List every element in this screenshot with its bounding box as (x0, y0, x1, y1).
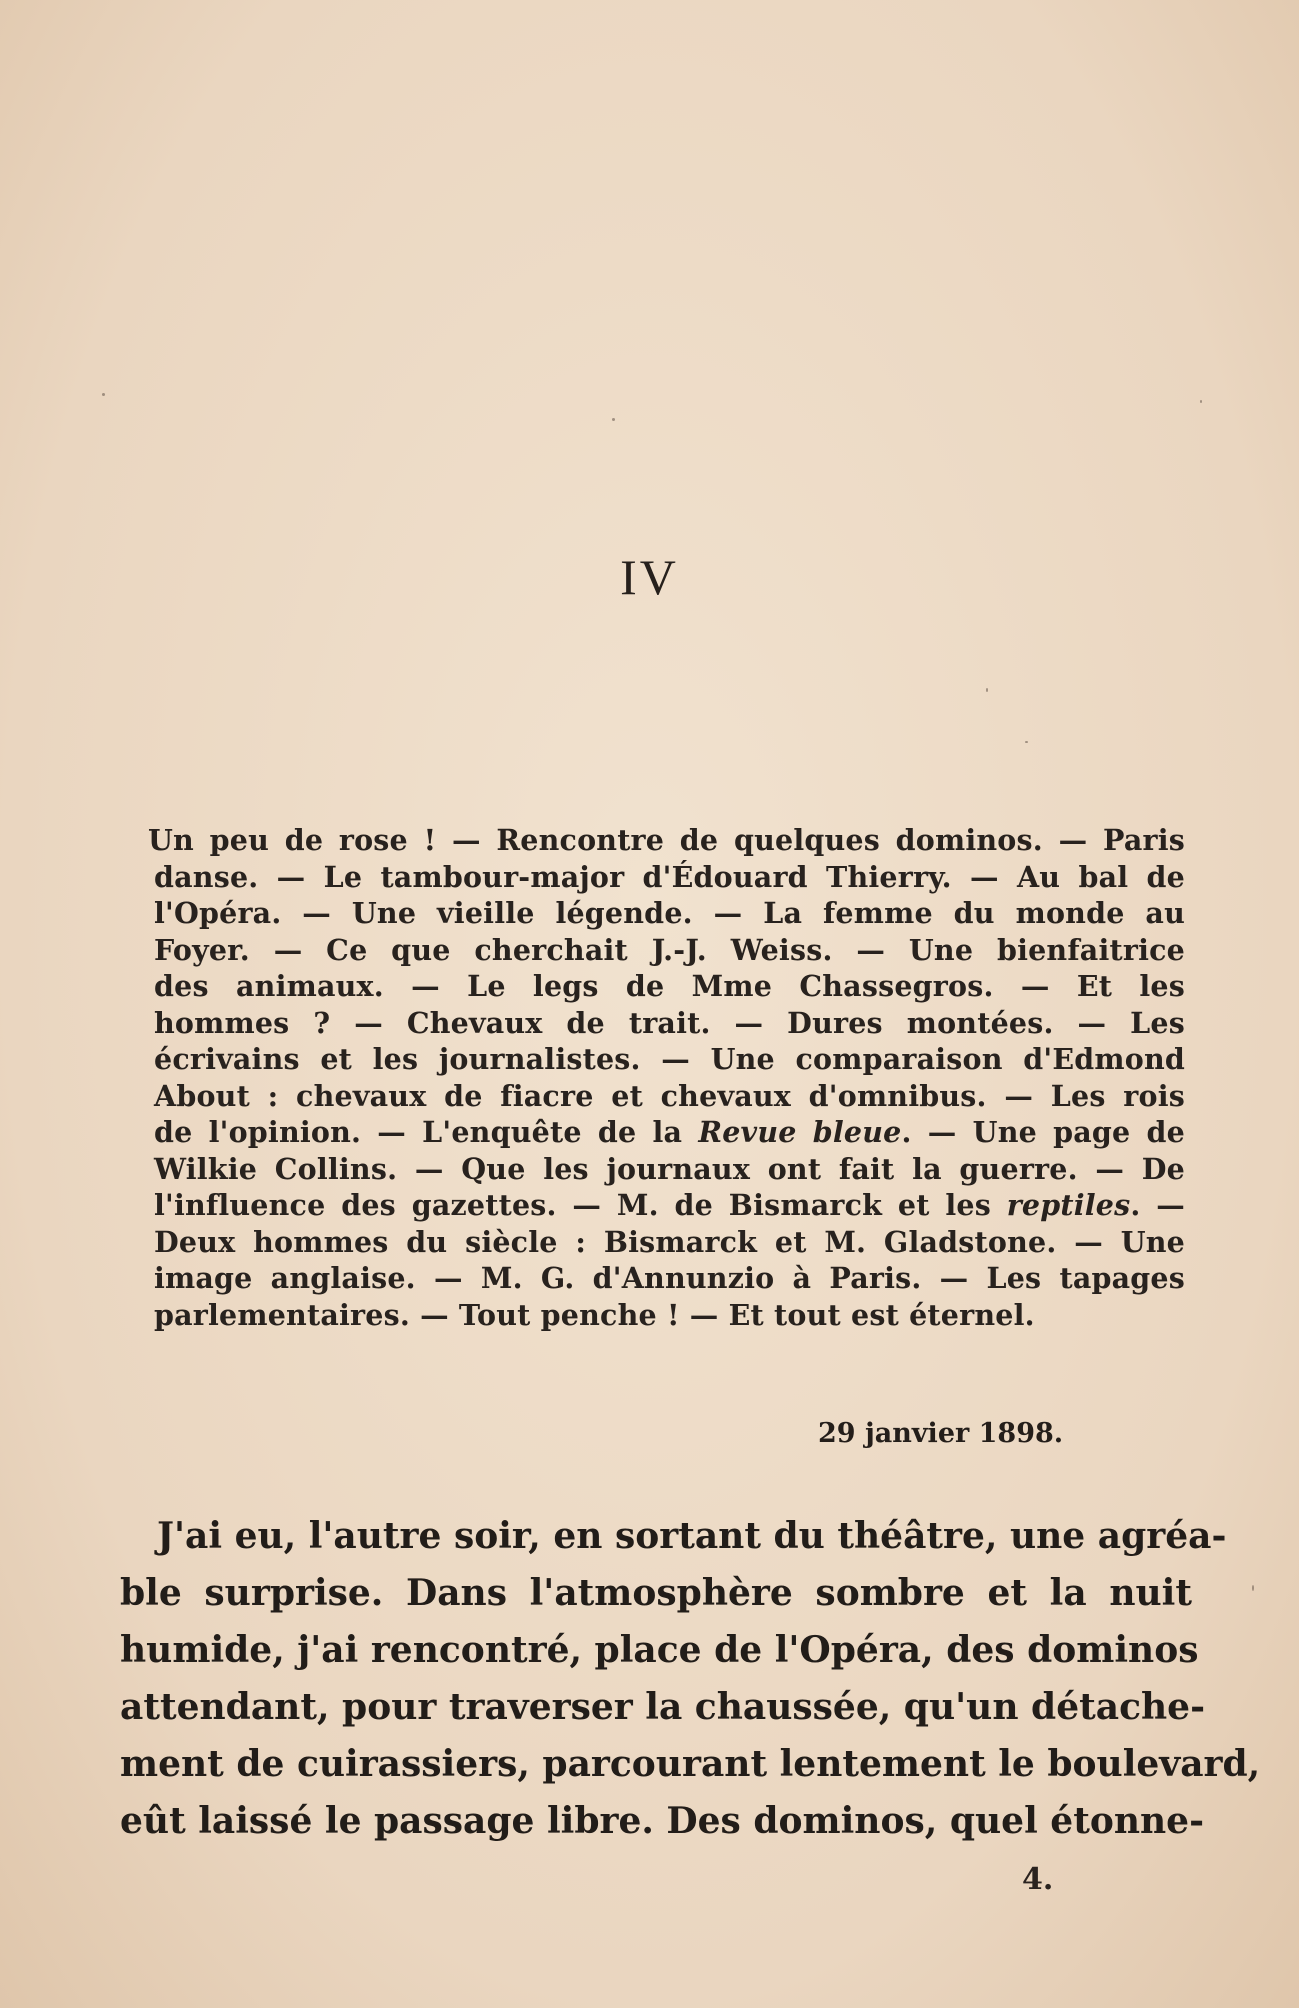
body-line: humide, j'ai rencontré, place de l'Opéra, des dominos (120, 1629, 1199, 1671)
paper-speck (102, 393, 105, 396)
paper-speck (1025, 741, 1028, 743)
reptiles-word: reptiles (1006, 1188, 1131, 1222)
paper-speck (1200, 400, 1202, 403)
paper-speck (986, 688, 988, 692)
chapter-number: IV (620, 549, 679, 605)
body-line: ment de cuirassiers, parcourant lentement le boulevard, (120, 1743, 1261, 1785)
summary-line: Wilkie Collins. — Que les journaux ont fait la guerre. — De (154, 1151, 1185, 1186)
summary-line-text: . — (1130, 1188, 1185, 1222)
summary-line: Un peu de rose ! — Rencontre de quelques dominos. — Paris (148, 823, 1185, 857)
page-number: 4. (1022, 1862, 1054, 1897)
summary-line-reptiles (154, 1187, 1185, 1224)
summary-line-text: l'influence des gazettes. — M. de Bismarck et les (154, 1188, 991, 1222)
revue-bleue-title: Revue bleue (698, 1115, 902, 1149)
summary-line: danse. — Le tambour-major d'Édouard Thierry. — Au bal de (154, 859, 1185, 894)
summary-line: Deux hommes du siècle : Bismarck et M. Gladstone. — Une (154, 1224, 1185, 1259)
summary-line-text: . — Une page de (901, 1115, 1185, 1149)
summary-line: écrivains et les journalistes. — Une comparaison d'Edmond (154, 1042, 1185, 1076)
summary-line: image anglaise. — M. G. d'Annunzio à Paris. — Les tapages (154, 1261, 1185, 1295)
body-line: J'ai eu, l'autre soir, en sortant du théâtre, une agréa- (157, 1515, 1227, 1557)
paper-speck (612, 418, 615, 421)
body-paragraph (120, 1508, 1261, 1850)
summary-line: des animaux. — Le legs de Mme Chassegros. — Et les (154, 969, 1185, 1003)
summary-line: hommes ? — Chevaux de trait. — Dures montées. — Les (154, 1005, 1185, 1040)
body-line: eût laissé le passage libre. Des dominos, quel étonne- (120, 1800, 1205, 1842)
dateline: 29 janvier 1898. (818, 1418, 1064, 1449)
summary-line: About : chevaux de fiacre et chevaux d'omnibus. — Les rois (154, 1078, 1185, 1113)
body-line: ble surprise. Dans l'atmosphère sombre et la nuit (120, 1572, 1192, 1614)
body-line: attendant, pour traverser la chaussée, qu'un détache- (120, 1686, 1206, 1728)
paper-speck (1252, 1585, 1254, 1591)
summary-line-revue (154, 1114, 1185, 1151)
chapter-summary (148, 822, 1185, 1333)
summary-line: l'Opéra. — Une vieille légende. — La femme du monde au (154, 896, 1185, 930)
summary-line: parlementaires. — Tout penche ! — Et tout est éternel. (154, 1297, 1035, 1332)
summary-line-text: de l'opinion. — L'enquête de la (154, 1115, 683, 1149)
summary-line: Foyer. — Ce que cherchait J.-J. Weiss. — Une bienfaitrice (154, 932, 1185, 967)
